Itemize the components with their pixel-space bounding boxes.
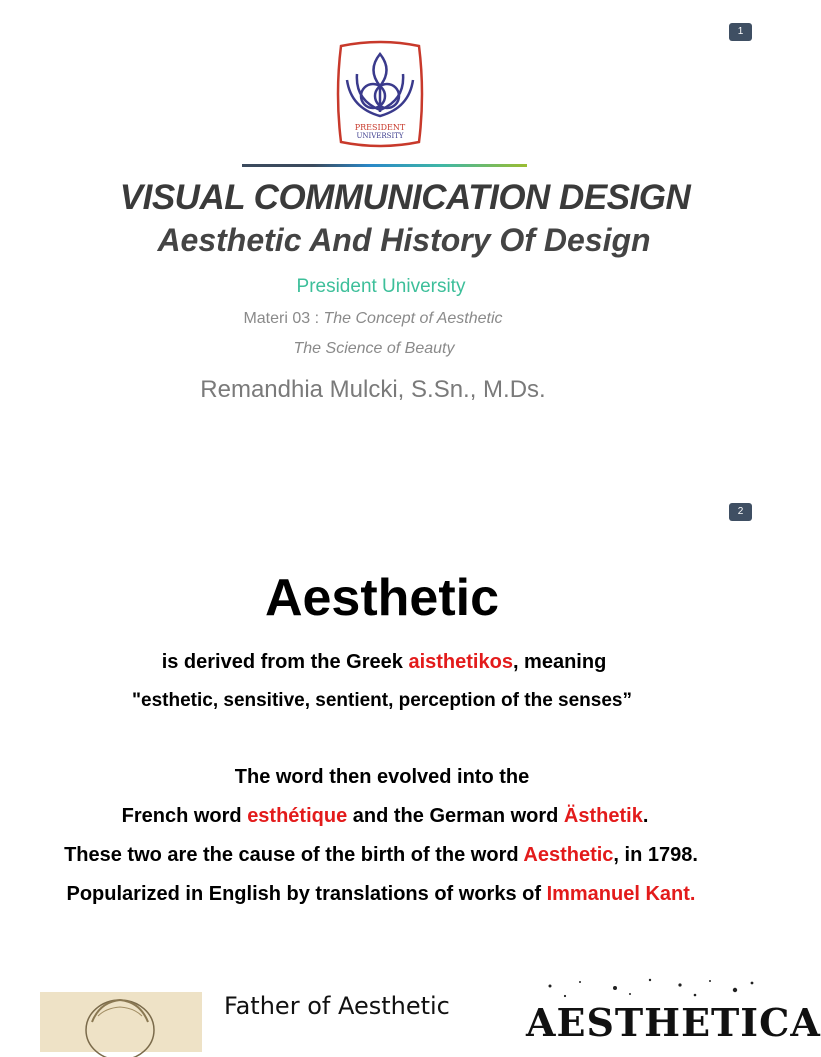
slide-title: Aesthetic: [264, 569, 500, 627]
kant-portrait-image: [40, 992, 202, 1052]
page-number-badge: 1: [729, 23, 752, 41]
materi-prefix: Materi 03 :: [243, 310, 324, 327]
highlight-term: esthétique: [247, 805, 348, 827]
presentation-title: VISUAL COMMUNICATION DESIGN: [119, 178, 691, 217]
svg-text:PRESIDENT: PRESIDENT: [354, 123, 406, 132]
text: and the German word: [347, 805, 564, 827]
text: , in 1798.: [613, 844, 698, 866]
definition-line: [0, 651, 768, 674]
presentation-subtitle: Aesthetic And History Of Design: [157, 222, 651, 258]
president-university-logo: [333, 40, 427, 148]
text: is derived from the Greek: [161, 651, 409, 673]
meaning-quote: "esthetic, sensitive, sentient, perception of the senses”: [132, 690, 632, 711]
aesthetica-graphic: [520, 976, 821, 1045]
image-caption: Father of Aesthetic: [224, 992, 450, 1020]
text: .: [642, 805, 649, 827]
materi-line: [0, 310, 746, 328]
evolution-line: The word then evolved into the: [234, 766, 530, 788]
page-number-badge: 2: [729, 503, 752, 521]
author-name: Remandhia Mulcki, S.Sn., M.Ds.: [200, 376, 546, 403]
aesthetica-text: AESTHETICA: [526, 1000, 821, 1045]
text: These two are the cause of the birth of the word: [64, 844, 524, 866]
university-name: President University: [296, 276, 466, 297]
highlight-term: Immanuel Kant.: [546, 883, 696, 905]
origin-line: [0, 844, 762, 867]
text: , meaning: [512, 651, 607, 673]
materi-topic: The Concept of Aesthetic: [323, 310, 503, 327]
svg-text:UNIVERSITY: UNIVERSITY: [356, 132, 404, 140]
languages-line: [0, 805, 770, 828]
title-divider: [242, 164, 527, 167]
slide-1: [0, 0, 768, 480]
highlight-term: aisthetikos: [408, 651, 513, 673]
slide-2: [0, 492, 821, 1045]
highlight-term: Ästhetik: [563, 805, 643, 827]
kant-line: [0, 883, 762, 906]
text: French word: [121, 805, 248, 827]
highlight-term: Aesthetic: [523, 844, 614, 866]
tagline: The Science of Beauty: [293, 340, 455, 357]
text: Popularized in English by translations of works of: [66, 883, 547, 905]
